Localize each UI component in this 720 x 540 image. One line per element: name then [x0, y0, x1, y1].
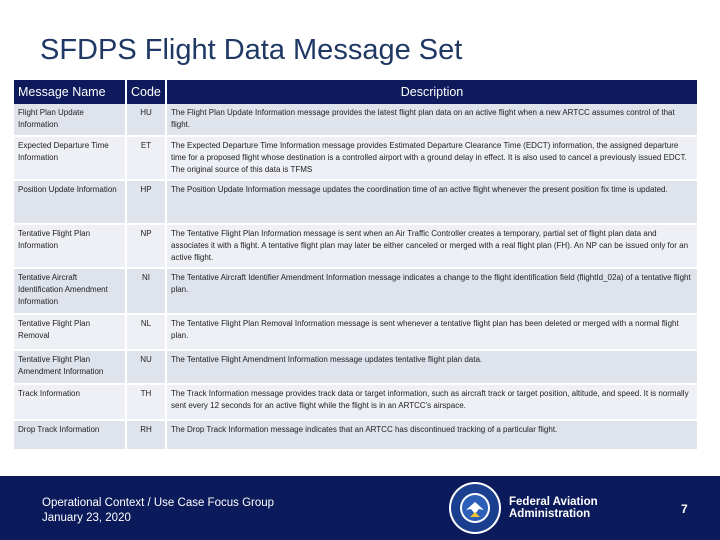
table-row [14, 314, 698, 350]
footer-bar [0, 476, 720, 540]
cell-code: RH [126, 420, 166, 450]
faa-agency-name [509, 496, 598, 520]
faa-seal-icon [448, 481, 502, 535]
table-row [14, 136, 698, 180]
footer-date: January 23, 2020 [42, 512, 131, 524]
cell-message-name: Tentative Aircraft Identification Amendment Information [14, 268, 126, 314]
table-row [14, 350, 698, 384]
faa-agency-line2: Administration [509, 508, 591, 520]
cell-code: TH [126, 384, 166, 420]
cell-code: NI [126, 268, 166, 314]
slide-title: SFDPS Flight Data Message Set [40, 34, 463, 66]
cell-description: The Tentative Aircraft Identifier Amendment Information message indicates a change to the flight identification field (flightId_02a) of a tentative flight plan. [166, 268, 698, 314]
cell-description: The Position Update Information message updates the coordination time of an active flight whenever the present position fix time is updated. [166, 180, 698, 224]
message-table [14, 80, 699, 451]
table-row [14, 384, 698, 420]
cell-message-name: Position Update Information [14, 180, 126, 224]
table-row [14, 224, 698, 268]
cell-message-name: Tentative Flight Plan Information [14, 224, 126, 268]
table-row [14, 268, 698, 314]
cell-code: NL [126, 314, 166, 350]
table-row [14, 104, 698, 136]
table-row [14, 420, 698, 450]
cell-description: The Expected Departure Time Information message provides Estimated Departure Clearance Time (EDCT) information, the assigned departure time for a proposed flight whose destination is a controlled airport with a ground delay in effect. It is also used to cancel a previously issued EDCT. The original source of this data is TFMS [166, 136, 698, 180]
message-table-container [14, 80, 698, 451]
cell-description: The Tentative Flight Amendment Information message updates tentative flight plan data. [166, 350, 698, 384]
table-row [14, 180, 698, 224]
cell-description: The Flight Plan Update Information message provides the latest flight plan data on an active flight when a new ARTCC assumes control of that flight. [166, 104, 698, 136]
cell-code: NP [126, 224, 166, 268]
cell-description: The Tentative Flight Plan Information message is sent when an Air Traffic Controller creates a temporary, partial set of flight plan data and associates it with a flight. A tentative flight plan may later be either canceled or merged with a real flight plan (FH). An NP can be issued only for an active flight. [166, 224, 698, 268]
footer-event-name: Operational Context / Use Case Focus Group [42, 497, 275, 509]
cell-message-name: Expected Departure Time Information [14, 136, 126, 180]
cell-description: The Drop Track Information message indicates that an ARTCC has discontinued tracking of a particular flight. [166, 420, 698, 450]
page-number: 7 [681, 502, 688, 516]
header-description: Description [166, 80, 698, 104]
cell-message-name: Drop Track Information [14, 420, 126, 450]
cell-code: HP [126, 180, 166, 224]
table-header-row [14, 80, 698, 104]
cell-message-name: Tentative Flight Plan Removal [14, 314, 126, 350]
cell-code: ET [126, 136, 166, 180]
footer-event-info [42, 496, 274, 526]
cell-code: NU [126, 350, 166, 384]
cell-message-name: Track Information [14, 384, 126, 420]
header-code: Code [126, 80, 166, 104]
cell-description: The Tentative Flight Plan Removal Information message is sent whenever a tentative flight plan has been deleted or merged with a normal flight plan. [166, 314, 698, 350]
cell-message-name: Flight Plan Update Information [14, 104, 126, 136]
cell-description: The Track Information message provides track data or target information, such as aircraft track or target position, altitude, and speed. It is normally sent every 12 seconds for an active flight while the flight is in an ARTCC's airspace. [166, 384, 698, 420]
faa-agency-line1: Federal Aviation [509, 496, 598, 508]
cell-code: HU [126, 104, 166, 136]
header-message-name: Message Name [14, 80, 126, 104]
cell-message-name: Tentative Flight Plan Amendment Information [14, 350, 126, 384]
